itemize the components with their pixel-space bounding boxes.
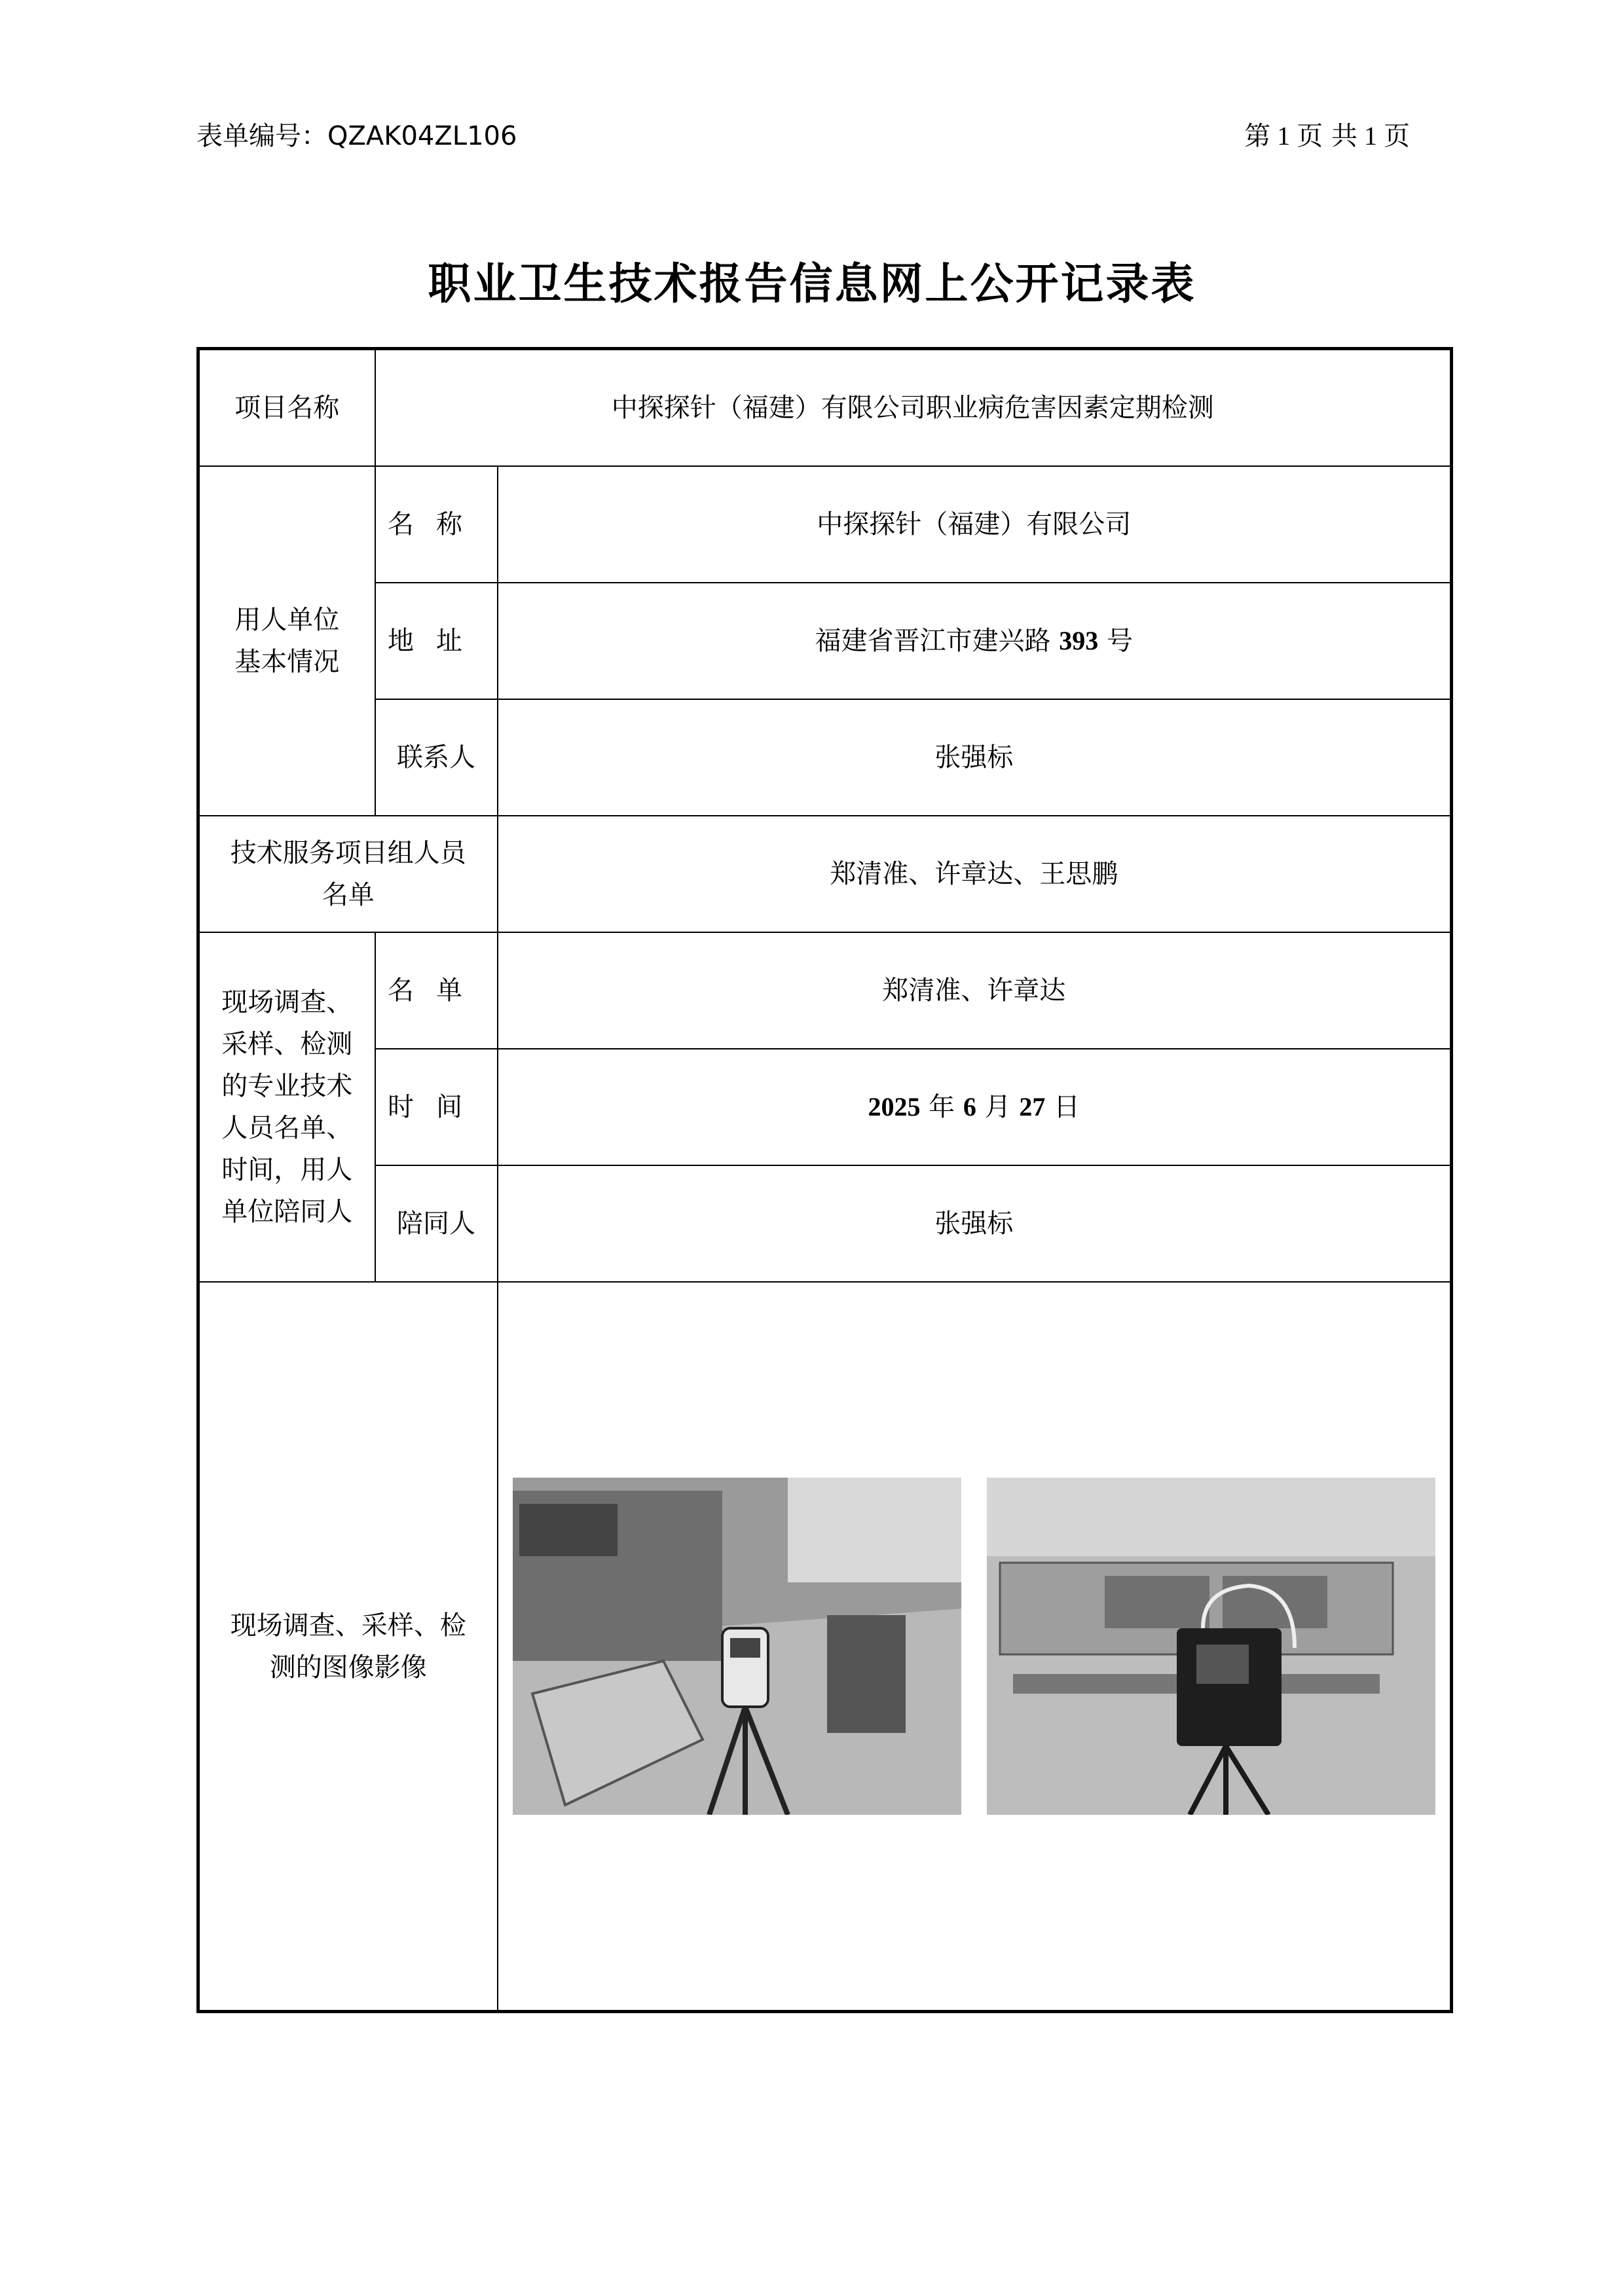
employer-name-label: 名称 [375, 466, 498, 583]
time-month: 6 [963, 1092, 976, 1121]
survey-companion-label: 陪同人 [375, 1165, 498, 1282]
page-number: 1 [1277, 121, 1291, 151]
survey-label-line3: 的专业技术 [221, 1071, 353, 1101]
survey-names-row [198, 932, 1452, 1049]
time-month-unit: 月 [984, 1092, 1011, 1122]
images-label-line2: 测的图像影像 [269, 1652, 427, 1683]
site-photo-sampler [987, 1478, 1435, 1815]
survey-label-line6: 单位陪同人 [221, 1197, 353, 1227]
survey-label-line1: 现场调查、 [221, 987, 353, 1017]
employer-label-line2: 基本情况 [234, 647, 340, 677]
address-prefix: 福建省晋江市建兴路 [815, 626, 1051, 656]
employer-name-row [198, 466, 1452, 583]
project-value: 中探探针（福建）有限公司职业病危害因素定期检测 [375, 349, 1452, 467]
site-photo-noise-meter [513, 1478, 961, 1815]
survey-label [198, 932, 375, 1282]
project-row [198, 349, 1452, 467]
survey-label-line5: 时间，用人 [221, 1155, 353, 1185]
images-cell [498, 1282, 1452, 2012]
survey-label-line4: 人员名单、 [221, 1113, 353, 1143]
survey-time-label: 时间 [375, 1049, 498, 1165]
employer-address-value [498, 583, 1452, 699]
page-indicator-prefix: 第 [1244, 121, 1271, 151]
time-year-unit: 年 [929, 1092, 955, 1122]
project-label: 项目名称 [198, 349, 375, 467]
address-number: 393 [1059, 626, 1099, 655]
page-title: 职业卫生技术报告信息网上公开记录表 [428, 259, 1196, 309]
address-suffix: 号 [1106, 626, 1133, 656]
survey-names-value: 郑清准、许章达 [498, 932, 1452, 1049]
page-total: 1 [1364, 121, 1377, 151]
form-number: 表单编号：QZAK04ZL106 [196, 121, 517, 151]
team-row [198, 816, 1452, 932]
images-label-line1: 现场调查、采样、检 [230, 1610, 466, 1641]
team-label [198, 816, 498, 932]
time-day-unit: 日 [1054, 1092, 1080, 1122]
time-day: 27 [1019, 1092, 1046, 1121]
team-value: 郑清准、许章达、王思鹏 [498, 816, 1452, 932]
images-row [198, 1282, 1452, 2012]
survey-label-line2: 采样、检测 [221, 1029, 353, 1059]
team-label-line2: 名单 [322, 880, 375, 910]
record-table [196, 347, 1453, 2013]
page-indicator-suffix: 页 [1384, 121, 1410, 151]
photo-group [505, 1478, 1444, 1815]
images-label [198, 1282, 498, 2012]
survey-companion-value: 张强标 [498, 1165, 1452, 1282]
survey-names-label: 名单 [375, 932, 498, 1049]
employer-label-line1: 用人单位 [234, 605, 340, 635]
employer-address-label: 地址 [375, 583, 498, 699]
survey-time-row [198, 1049, 1452, 1165]
employer-contact-value: 张强标 [498, 699, 1452, 816]
team-label-line1: 技术服务项目组人员 [230, 838, 466, 868]
page-indicator-middle: 页 共 [1297, 121, 1357, 151]
page-indicator [1244, 115, 1410, 153]
employer-contact-row [198, 699, 1452, 816]
survey-companion-row [198, 1165, 1452, 1282]
employer-address-row [198, 583, 1452, 699]
employer-label [198, 466, 375, 816]
employer-name-value: 中探探针（福建）有限公司 [498, 466, 1452, 583]
survey-time-value [498, 1049, 1452, 1165]
employer-contact-label: 联系人 [375, 699, 498, 816]
time-year: 2025 [868, 1092, 921, 1121]
